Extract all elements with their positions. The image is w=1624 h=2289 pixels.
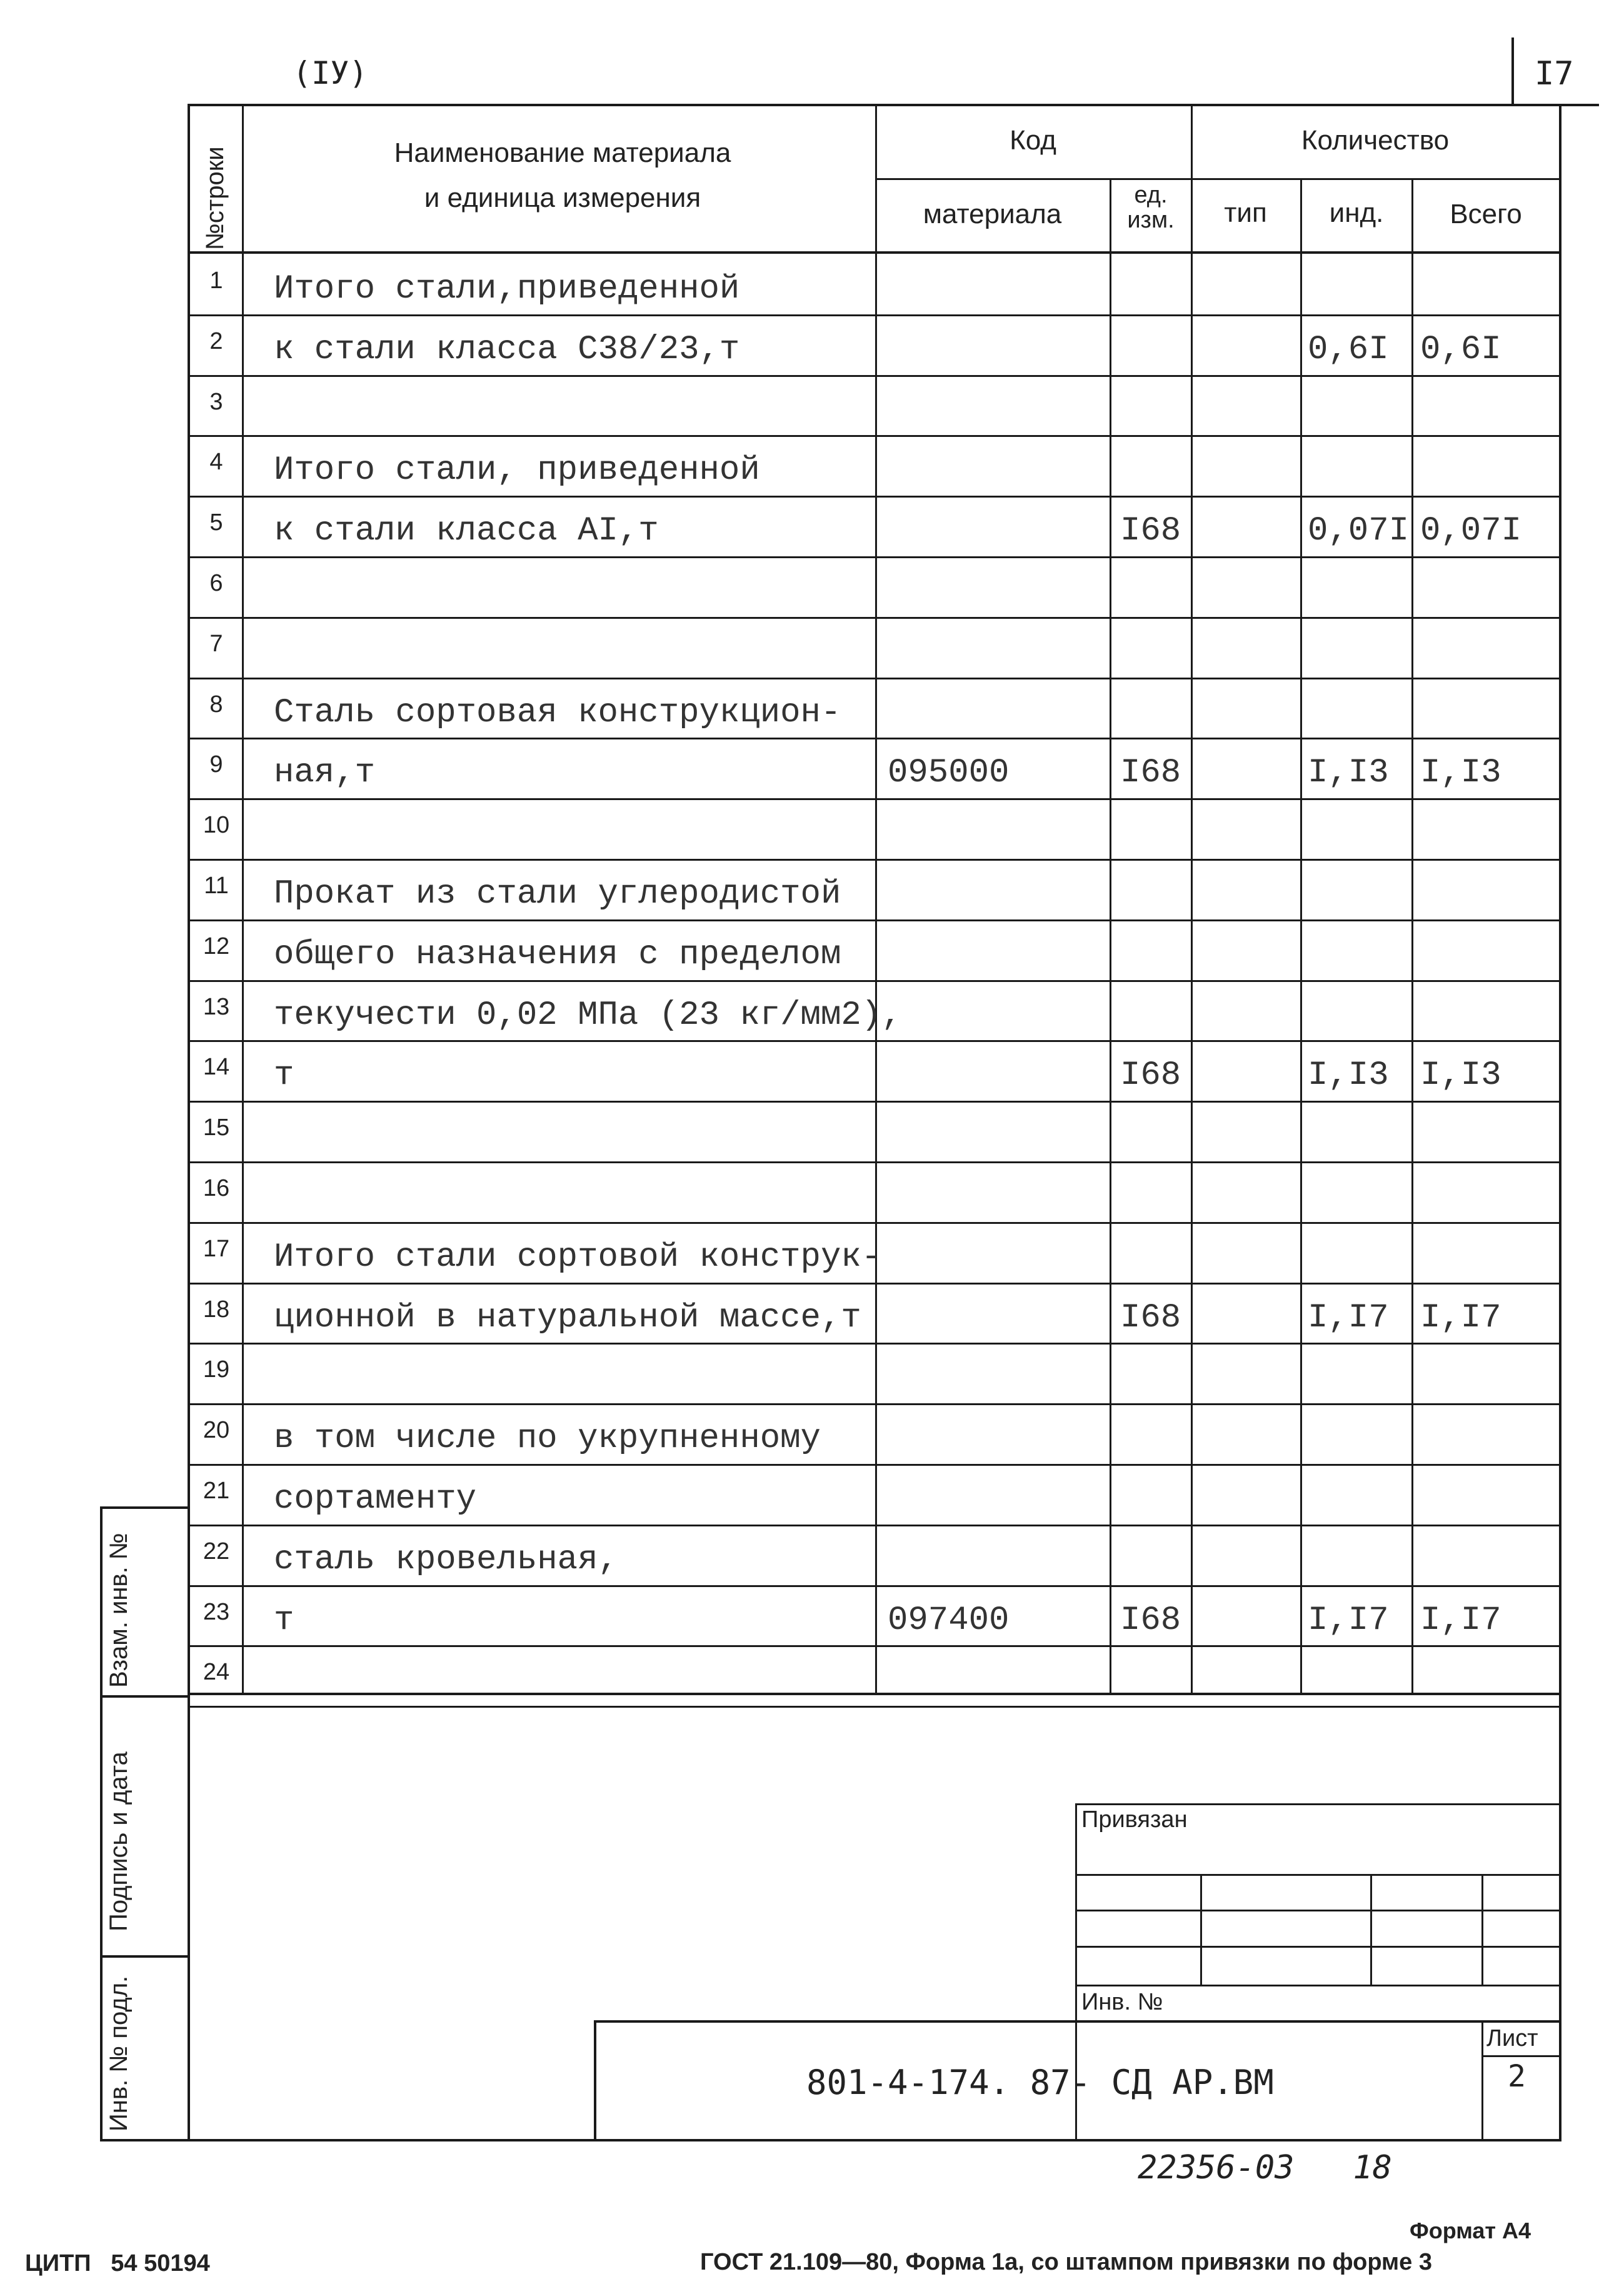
qty-total: 0,6I (1420, 331, 1501, 369)
qty-total: I,I3 (1420, 754, 1501, 792)
row-number: 14 (203, 1054, 230, 1080)
material-name: сортаменту (274, 1480, 477, 1518)
row-number: 11 (204, 873, 229, 899)
row-number: 19 (203, 1356, 230, 1383)
row-number: 4 (209, 449, 223, 475)
qty-total: I,I7 (1420, 1601, 1501, 1640)
material-code: 095000 (888, 754, 1010, 792)
page-number: I7 (1535, 55, 1574, 93)
unit-code: I68 (1120, 512, 1181, 550)
qty-ind: 0,6I (1308, 331, 1389, 369)
material-name: ционной в натуральной массе,т (274, 1299, 861, 1337)
unit-code: I68 (1120, 754, 1181, 792)
name-header-line1: Наименование материала (394, 138, 731, 168)
row-number: 1 (209, 268, 223, 294)
qty-ind: I,I7 (1308, 1601, 1389, 1640)
row-number: 3 (209, 389, 223, 415)
row-number-header: №строки (201, 146, 229, 250)
footer-gost: ГОСТ 21.109—80, Форма 1а, со штампом привязки по форме 3 (700, 2249, 1432, 2275)
material-name: к стали класса С38/23,т (274, 331, 740, 369)
row-number: 5 (209, 509, 223, 536)
qty-ind: I,I3 (1308, 1056, 1389, 1094)
material-name: ная,т (274, 754, 376, 792)
document-designation: 801-4-174. 87- СД АР.ВМ (806, 2063, 1274, 2102)
privyazan-label: Привязан (1081, 1806, 1188, 1833)
vzam-inv-label: Взам. инв. № (105, 1533, 133, 1688)
material-name: в том числе по укрупненному (274, 1420, 821, 1458)
row-number: 24 (203, 1659, 230, 1685)
qty-total: I,I3 (1420, 1056, 1501, 1094)
material-name: т (274, 1601, 294, 1640)
section-label: (IУ) (293, 55, 368, 91)
name-header-line2: и единица измерения (424, 183, 701, 213)
row-number: 20 (203, 1417, 230, 1443)
row-number: 13 (203, 994, 230, 1020)
qty-total: I,I7 (1420, 1299, 1501, 1337)
footer-left: ЦИТП 54 50194 (25, 2250, 210, 2276)
row-number: 7 (209, 631, 223, 657)
unit-code: I68 (1120, 1056, 1181, 1094)
row-number: 18 (203, 1296, 230, 1323)
quantity-header: Количество (1301, 125, 1450, 156)
podpis-data-label: Подпись и дата (105, 1751, 133, 1931)
material-name: Сталь сортовая конструкцион- (274, 694, 841, 732)
row-number: 17 (203, 1236, 230, 1262)
qty-ind-header: инд. (1329, 198, 1384, 228)
row-number: 10 (203, 812, 230, 838)
qty-type-header: тип (1224, 198, 1267, 228)
material-name: к стали класса АI,т (274, 512, 659, 550)
material-name: сталь кровельная, (274, 1541, 618, 1579)
row-number: 21 (203, 1478, 230, 1504)
row-number: 2 (209, 328, 223, 354)
material-name: текучести 0,02 МПа (23 кг/мм2), (274, 996, 902, 1034)
format-label: Формат А4 (1410, 2218, 1531, 2243)
qty-ind: I,I3 (1308, 754, 1389, 792)
material-name: Итого стали, приведенной (274, 451, 760, 489)
handwritten-number: 22356-03 18 (1138, 2149, 1392, 2186)
material-name: Итого стали,приведенной (274, 270, 740, 308)
material-name: Прокат из стали углеродистой (274, 875, 841, 913)
material-code: 097400 (888, 1601, 1010, 1640)
inv-no-label: Инв. № (1081, 1989, 1163, 2015)
sheet-number: 2 (1508, 2059, 1526, 2094)
row-number: 16 (203, 1175, 230, 1201)
row-number: 9 (209, 751, 223, 778)
row-number: 12 (203, 933, 230, 959)
unit-code: I68 (1120, 1601, 1181, 1640)
row-number: 8 (209, 691, 223, 718)
code-unit-header: ед. изм. (1127, 182, 1175, 233)
unit-code: I68 (1120, 1299, 1181, 1337)
qty-ind: I,I7 (1308, 1299, 1389, 1337)
material-name: т (274, 1056, 294, 1094)
inv-podl-label: Инв. № подл. (105, 1975, 133, 2131)
qty-total-header: Всего (1450, 199, 1522, 229)
row-number: 23 (203, 1599, 230, 1625)
material-name: Итого стали сортовой конструк- (274, 1238, 882, 1276)
row-number: 15 (203, 1114, 230, 1141)
qty-total: 0,07I (1420, 512, 1522, 550)
row-number: 6 (209, 570, 223, 596)
code-material-header: материала (923, 199, 1062, 229)
sheet-label: Лист (1486, 2025, 1538, 2051)
code-header: Код (1010, 125, 1056, 156)
row-number: 22 (203, 1538, 230, 1565)
material-name: общего назначения с пределом (274, 936, 841, 974)
qty-ind: 0,07I (1308, 512, 1410, 550)
